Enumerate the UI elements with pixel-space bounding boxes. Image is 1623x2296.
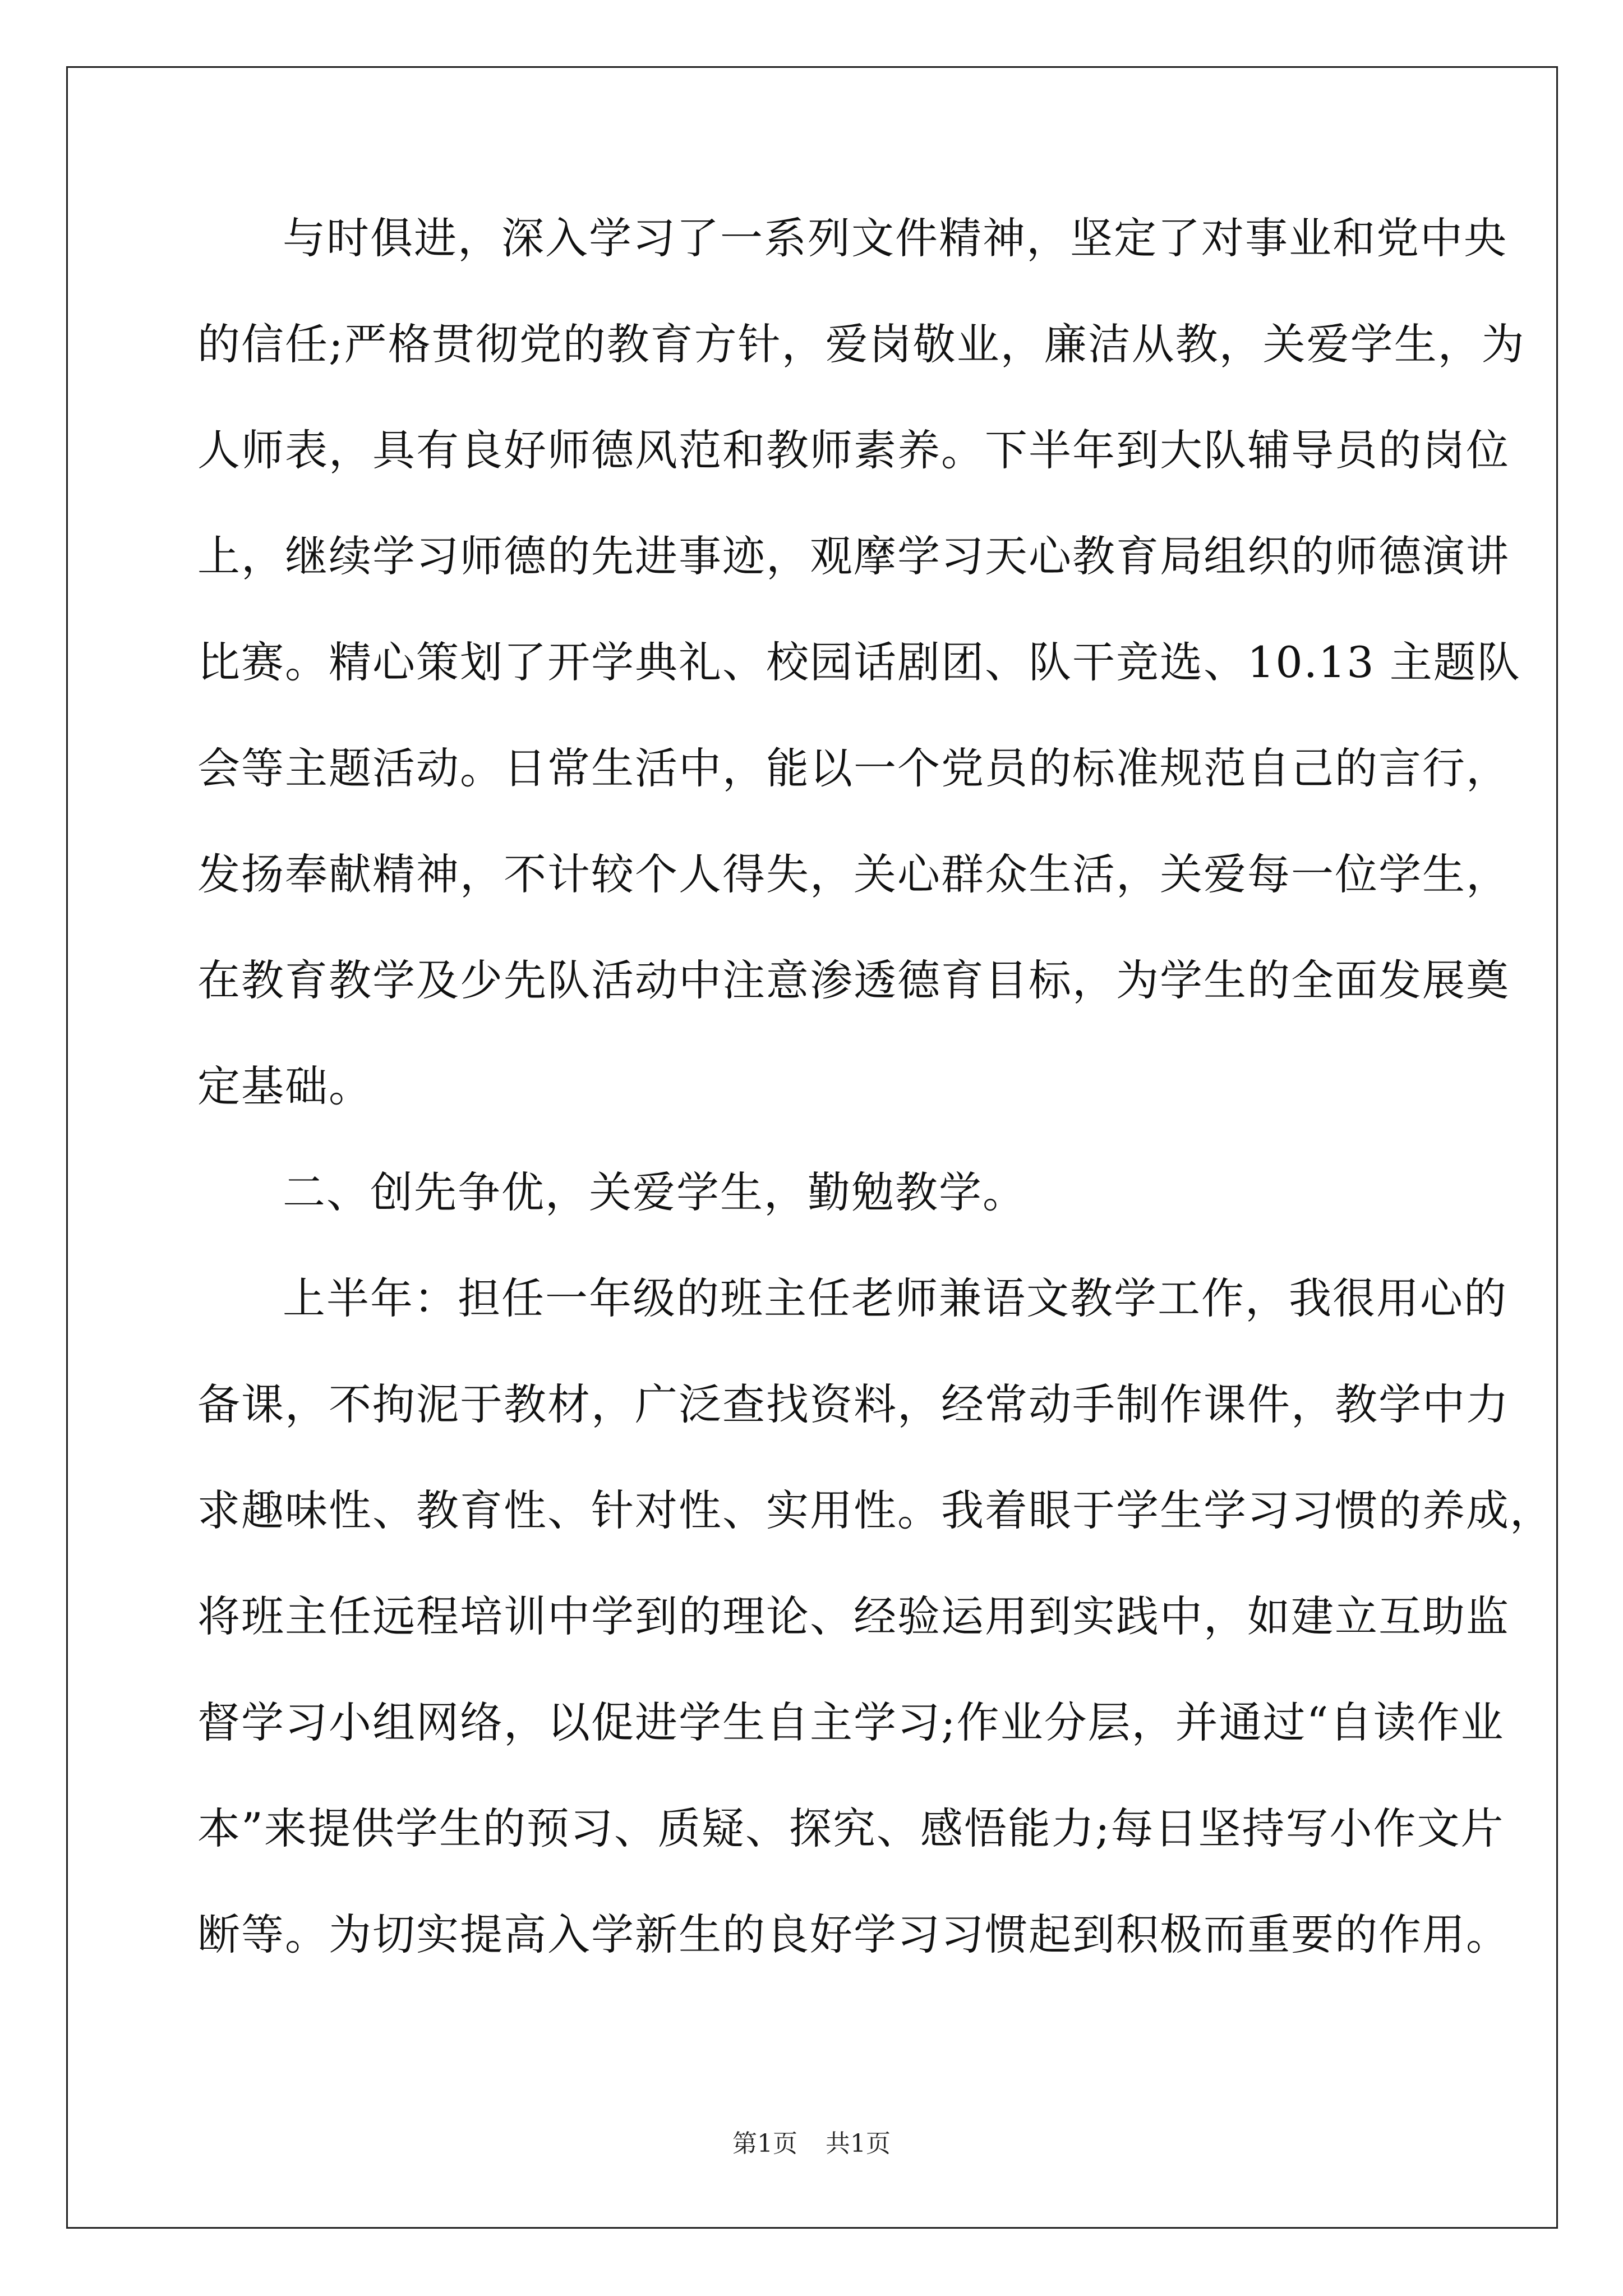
paragraph-line: 人师表，具有良好师德风范和教师素养。下半年到大队辅导员的岗位 [197,425,1510,475]
page-number: 第1页 [732,2129,797,2158]
paragraph-line: 备课，不拘泥于教材，广泛查找资料，经常动手制作课件，教学中力 [197,1379,1510,1429]
paragraph-line: 比赛。精心策划了开学典礼、校园话剧团、队干竞选、10.13 主题队 [197,637,1521,687]
paragraph-line: 的信任;严格贯彻党的教育方针，爱岗敬业，廉洁从教，关爱学生，为 [197,319,1525,369]
page-footer [0,2123,1623,2159]
section-heading: 二、创先争优，关爱学生，勤勉教学。 [283,1167,1026,1217]
paragraph-line: 本”来提供学生的预习、质疑、探究、感悟能力;每日坚持写小作文片 [197,1803,1505,1853]
page-total: 共1页 [826,2129,891,2158]
document-body [197,208,1553,2010]
paragraph-line: 定基础。 [197,1061,372,1111]
paragraph-line: 将班主任远程培训中学到的理论、经验运用到实践中，如建立互助监 [197,1591,1510,1641]
paragraph-line: 在教育教学及少先队活动中注意渗透德育目标，为学生的全面发展奠 [197,955,1510,1005]
paragraph-line: 上，继续学习师德的先进事迹，观摩学习天心教育局组织的师德演讲 [197,531,1510,581]
paragraph-line: 求趣味性、教育性、针对性、实用性。我着眼于学生学习习惯的养成， [197,1485,1553,1535]
paragraph-line: 督学习小组网络，以促进学生自主学习;作业分层，并通过“自读作业 [197,1697,1505,1747]
paragraph-line: 上半年：担任一年级的班主任老师兼语文教学工作，我很用心的 [283,1273,1507,1323]
paragraph-line: 断等。为切实提高入学新生的良好学习习惯起到积极而重要的作用。 [197,1910,1510,1959]
paragraph-line: 会等主题活动。日常生活中，能以一个党员的标准规范自己的言行， [197,743,1510,793]
paragraph-line: 与时俱进，深入学习了一系列文件精神，坚定了对事业和党中央 [283,213,1507,263]
paragraph-line: 发扬奉献精神，不计较个人得失，关心群众生活，关爱每一位学生， [197,849,1510,899]
